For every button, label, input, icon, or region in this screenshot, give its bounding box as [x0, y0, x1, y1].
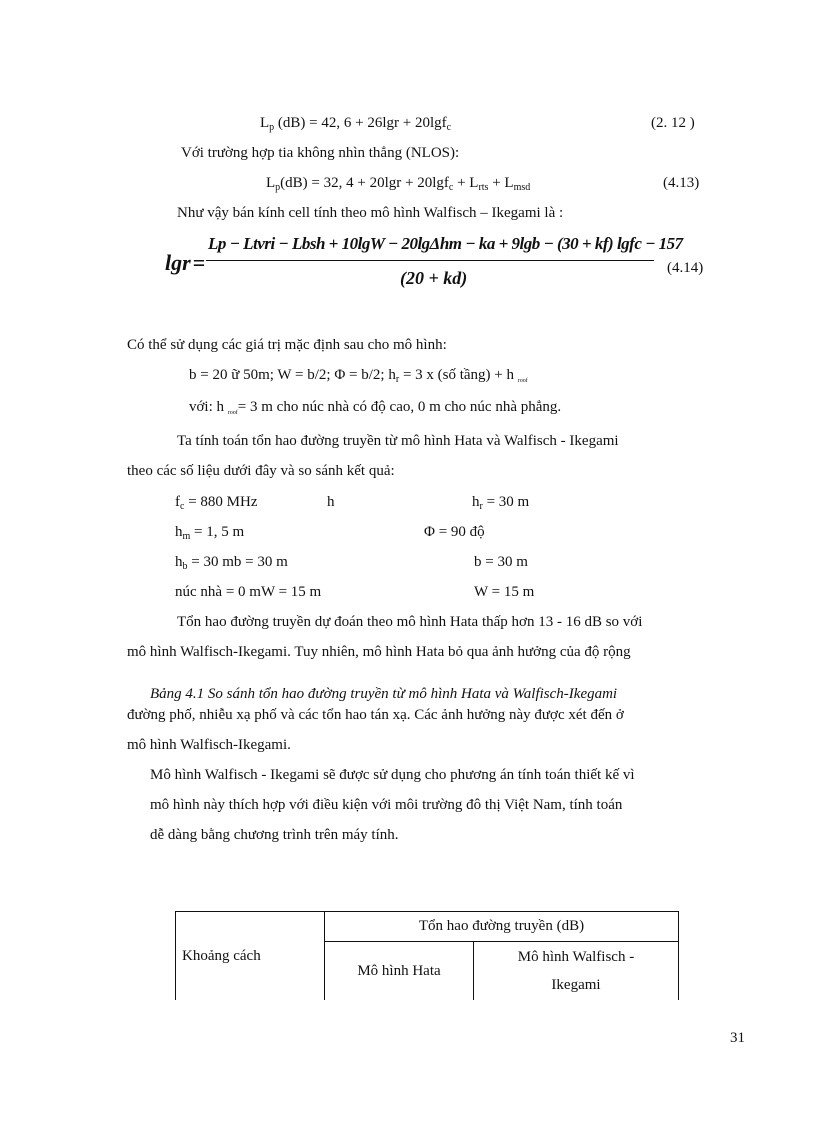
param-text: = 30 m: [482, 494, 530, 510]
header-label: Mô hình Walfisch -: [517, 949, 635, 965]
eq-text: + L: [453, 175, 479, 191]
header-walfisch: [474, 942, 679, 1001]
header-label: Khoảng cách: [182, 947, 261, 964]
eq-equals: =: [192, 250, 206, 275]
line-text: b = 20 ữ 50m; W = b/2; Φ = b/2; h: [189, 367, 396, 383]
param-roof: núc nhà = 0 mW = 15 m: [175, 584, 322, 600]
param-h: h: [327, 494, 335, 510]
param-text: h: [472, 494, 480, 510]
line-text: = 3 m cho núc nhà có độ cao, 0 m cho núc nhà phẳng.: [237, 399, 562, 415]
eq-sub: msd: [513, 182, 531, 193]
comparison-table: [175, 911, 679, 1000]
para-hata-line-1: Tổn hao đường truyền dự đoán theo mô hình Hata thấp hơn 13 - 16 dB so với: [177, 614, 643, 630]
para-choice-line-3: dễ dàng bằng chương trình trên máy tính.: [150, 827, 399, 843]
para-choice-line-1: Mô hình Walfisch - Ikegami sẽ được sử dụng cho phương án tính toán thiết kế vì: [150, 767, 635, 783]
param-w: W = 15 m: [474, 584, 535, 600]
calc-intro-line-2: theo các số liệu dưới đây và so sánh kết quả:: [127, 463, 395, 479]
param-sub: b: [182, 561, 188, 572]
header-label: Tổn hao đường truyền (dB): [418, 918, 585, 934]
param-text: = 1, 5 m: [190, 524, 245, 540]
header-distance: [176, 912, 325, 1001]
para-street-line-1: đường phố, nhiễu xạ phố và các tổn hao tán xạ. Các ảnh hưởng này được xét đến ở: [127, 707, 624, 723]
radius-intro: Như vậy bán kính cell tính theo mô hình Walfisch – Ikegami là :: [177, 205, 564, 221]
param-hr: [472, 494, 529, 511]
nlos-intro: Với trường hợp tia không nhìn thẳng (NLOS):: [181, 145, 460, 161]
equation-4-14-numerator: Lp − Ltvri − Lbsh + 10lgW − 20lgΔhm − ka + 9lgb − (30 + kf) lgfc − 157: [208, 234, 683, 253]
fraction-bar: [206, 260, 654, 261]
header-label: Mô hình Hata: [357, 962, 441, 979]
line-text: với: h: [189, 399, 228, 415]
equation-number: (2. 12 ): [651, 115, 695, 131]
line-sub: roof: [517, 378, 528, 384]
header-hata: [325, 942, 474, 1001]
header-label: Ikegami: [551, 977, 601, 993]
header-group: [325, 912, 679, 942]
eq-sub: p: [275, 182, 281, 193]
line-sub: r: [395, 374, 400, 385]
roof-line: [189, 399, 561, 416]
eq-sub: p: [269, 122, 275, 133]
eq-text: (dB) = 32, 4 + 20lgr + 20lgf: [280, 175, 449, 191]
para-choice-line-2: mô hình này thích hợp với điều kiện với môi trường đô thị Việt Nam, tính toán: [150, 797, 623, 813]
line-text: = 3 x (số tầng) + h: [399, 367, 518, 383]
defaults-intro: Có thể sử dụng các giá trị mặc định sau cho mô hình:: [127, 337, 447, 353]
param-sub: r: [479, 501, 483, 512]
param-b: b = 30 m: [474, 554, 528, 570]
eq-lhs: lgr: [165, 250, 191, 275]
param-text: = 880 MHz: [184, 494, 258, 510]
calc-intro-line-1: Ta tính toán tổn hao đường truyền từ mô hình Hata và Walfisch - Ikegami: [177, 433, 619, 449]
line-sub: roof: [227, 410, 238, 416]
param-hm: [175, 524, 244, 541]
eq-text: L: [266, 175, 276, 191]
equation-number: (4.14): [667, 260, 704, 276]
para-street-line-2: mô hình Walfisch-Ikegami.: [127, 737, 291, 753]
eq-sub: c: [448, 182, 454, 193]
defaults-line: [189, 367, 528, 384]
equation-4-14-denominator: (20 + kd): [400, 268, 468, 288]
param-text: h: [175, 524, 183, 540]
table-caption: Bảng 4.1 So sánh tổn hao đường truyền từ mô hình Hata và Walfisch-Ikegami: [150, 686, 618, 702]
eq-text: + L: [488, 175, 514, 191]
param-text: h: [175, 554, 183, 570]
eq-sub: c: [446, 122, 452, 133]
para-hata-line-2: mô hình Walfisch-Ikegami. Tuy nhiên, mô hình Hata bỏ qua ảnh hưởng của độ rộng: [127, 644, 631, 660]
page-number: 31: [730, 1030, 745, 1046]
equation-2-12: [260, 115, 451, 132]
equation-4-14-lhs: [165, 250, 205, 276]
eq-text: (dB) = 42, 6 + 26lgr + 20lgf: [274, 115, 447, 131]
param-fc: [175, 494, 258, 511]
param-hb: [175, 554, 288, 571]
param-phi: Φ = 90 độ: [424, 524, 485, 540]
param-text: f: [175, 494, 180, 510]
eq-sub: rts: [478, 182, 489, 193]
equation-number: (4.13): [663, 175, 700, 191]
eq-text: L: [260, 115, 270, 131]
equation-4-13: [266, 175, 530, 192]
param-text: = 30 mb = 30 m: [187, 554, 288, 570]
param-sub: c: [180, 501, 185, 512]
param-sub: m: [182, 531, 191, 542]
